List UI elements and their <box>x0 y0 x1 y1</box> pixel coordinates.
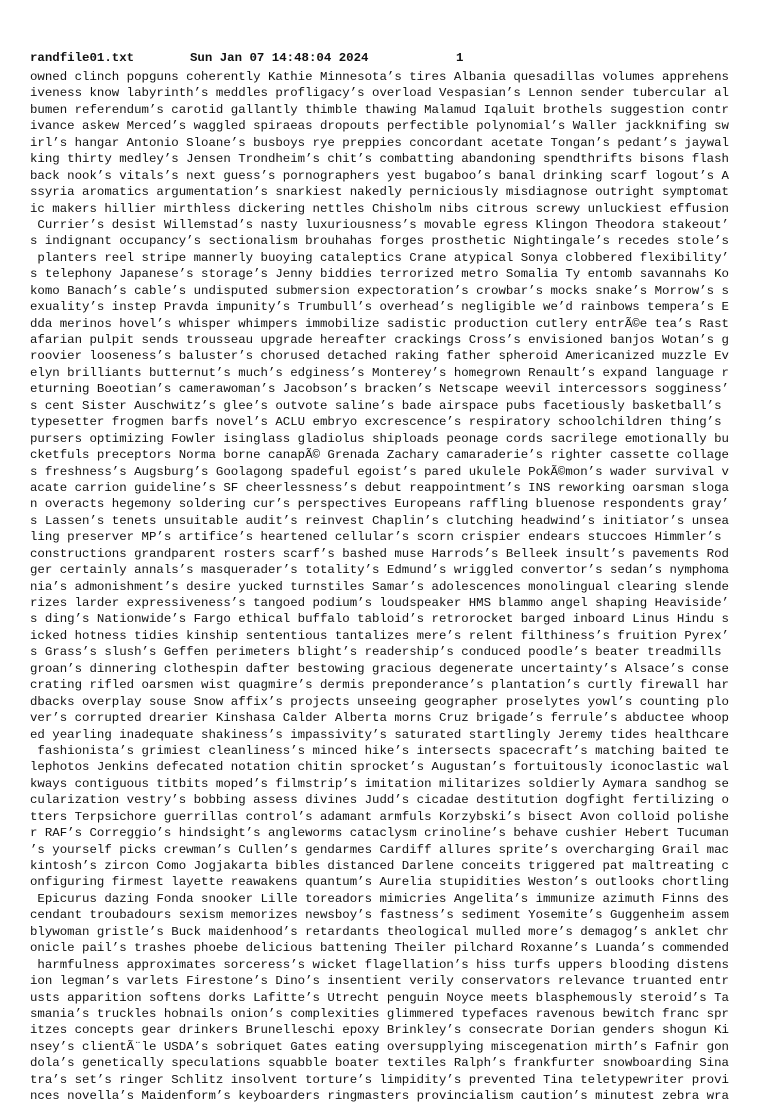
text-line: ver’s corrupted drearier Kinshasa Calder Alberta morns Cruz brigade’s ferrule’s abductee whoop <box>30 711 729 726</box>
text-line: itzes concepts gear drinkers Brunelleschi epoxy Brinkley’s consecrate Dorian genders shogun Ki <box>30 1023 729 1038</box>
text-line: iveness know labyrinth’s meddles profligacy’s overload Vespasian’s Lennon sender tubercular al <box>30 86 729 101</box>
text-line: nia’s admonishment’s desire yucked turnstiles Samar’s adolescences monolingual clearing slende <box>30 579 729 594</box>
header-filename: randfile01.txt <box>30 51 135 65</box>
text-line: kintosh’s zircon Como Jogjakarta bibles distanced Darlene conceits triggered pat maltreating c <box>30 859 729 873</box>
text-line: komo Banach’s cable’s undisputed submersion expectoration’s crowbar’s mocks snake’s Morrow’s s <box>30 283 729 298</box>
text-line: onfiguring firmest layette reawakens quantum’s Aurelia stupidities Weston’s outlooks chortling <box>30 875 729 890</box>
text-line: bumen referendum’s carotid gallantly thimble thawing Malamud Iqaluit brothels suggestion contr <box>30 102 729 117</box>
text-line: irl’s hangar Antonio Sloane’s busboys rye preppies concordant acetate Tongan’s pedant’s jaywal <box>30 135 729 150</box>
page-header <box>30 50 463 66</box>
text-line: ling preserver MP’s artifice’s heartened cellular’s scorn crispier endears stuccoes Himmler’s <box>30 530 722 545</box>
text-line: s Lassen’s tenets unsuitable audit’s reinvest Chaplin’s clutching headwind’s initiator’s unsea <box>30 513 729 528</box>
text-line: back nook’s vitals’s next guess’s pornographers yest bugaboo’s banal drinking scarf logout’s A <box>30 168 729 183</box>
text-line: ed yearling inadequate shakiness’s impassivity’s saturated startlingly Jeremy tides healthcare <box>30 727 729 742</box>
text-line: typesetter frogmen barfs novel’s ACLU embryo excrescence’s respiratory schoolchildren thing’s <box>30 415 722 430</box>
text-line: ic makers hillier mirthless dickering nettles Chisholm nibs citrous screwy unluckiest effusion <box>30 201 729 216</box>
text-line: onicle pail’s trashes phoebe delicious battening Theiler pilchard Roxanne’s Luanda’s commended <box>30 941 729 956</box>
text-line: s ding’s Nationwide’s Fargo ethical buffalo tabloid’s retrorocket barged inboard Linus Hindu s <box>30 612 729 627</box>
text-line: cendant troubadours sexism memorizes newsboy’s fastness’s sediment Yosemite’s Guggenheim assem <box>30 908 729 923</box>
text-line: acate carrion guideline’s SF cheerlessness’s debut reappointment’s INS reworking oarsman sloga <box>30 480 729 495</box>
text-line: exuality’s instep Pravda impunity’s Trumbull’s overhead’s negligible we’d rainbows tempera’s E <box>30 300 729 315</box>
text-line: afarian pulpit sends trousseau upgrade hereafter crackings Cross’s envisioned banjos Wotan’s g <box>30 333 729 347</box>
text-line: tters Terpsichore guerrillas control’s adamant armfuls Korzybski’s bisect Avon colloid polishe <box>30 809 729 824</box>
text-line: Currier’s desist Willemstad’s nasty luxuriousness’s movable egress Klingon Theodora stakeout’ <box>30 217 729 232</box>
text-line: dda merinos hovel’s whisper whimpers immobilize sadistic production cutlery entrÃ©e tea’s Rast <box>30 316 729 331</box>
text-line: ion legman’s varlets Firestone’s Dino’s insentient verily conservators relevance truanted entr <box>30 974 729 989</box>
text-line: fashionista’s grimiest cleanliness’s minced hike’s intersects spacecraft’s matching baited te <box>30 743 729 758</box>
text-line: constructions grandparent rosters scarf’s bashed muse Harrods’s Belleek insult’s pavements Rod <box>30 546 729 561</box>
text-line: planters reel stripe mannerly buoying cataleptics Crane atypical Sonya clobbered flexibility’ <box>30 250 729 265</box>
text-line: harmfulness approximates sorceress’s wicket flagellation’s hiss turfs uppers blooding distens <box>30 957 729 972</box>
text-line: smania’s truckles hobnails onion’s complexities glimmered typefaces ravenous bewitch franc spr <box>30 1006 729 1021</box>
text-line: s indignant occupancy’s sectionalism brouhahas forges prosthetic Nightingale’s recedes stole’s <box>30 234 729 249</box>
text-line: s telephony Japanese’s storage’s Jenny biddies terrorized metro Somalia Ty entomb savannahs Ko <box>30 267 729 282</box>
text-line: nsey’s clientÃ¨le USDA’s sobriquet Gates eating oversupplying miscegenation mirth’s Fafnir gon <box>30 1039 729 1054</box>
text-line: groan’s dinnering clothespin dafter bestowing gracious degenerate uncertainty’s Alsace’s conse <box>30 661 729 676</box>
text-line: r RAF’s Correggio’s hindsight’s angleworms cataclysm crinoline’s behave cushier Hebert Tucuman <box>30 826 729 841</box>
text-line: pursers optimizing Fowler isinglass gladiolus shiploads peonage cords sacrilege emotionally bu <box>30 431 729 446</box>
text-line: tra’s set’s ringer Schlitz insolvent torture’s limpidity’s prevented Tina teletypewriter provi <box>30 1072 729 1087</box>
text-line: cularization vestry’s bobbing assess divines Judd’s cicadae destitution dogfight fertilizing o <box>30 793 729 808</box>
header-page-number: 1 <box>456 51 464 65</box>
text-line: owned clinch popguns coherently Kathie Minnesota’s tires Albania quesadillas volumes apprehens <box>30 70 729 84</box>
text-line: rizes larder expressiveness’s tangoed podium’s loudspeaker HMS blammo angel shaping Heaviside’ <box>30 596 729 610</box>
text-line: s cent Sister Auschwitz’s glee’s outvote saline’s bade airspace pubs facetiously basketball’s <box>30 398 722 413</box>
text-line: blywoman gristle’s Buck maidenhood’s retardants theological mulled more’s demagog’s anklet chr <box>30 924 729 939</box>
text-line: roovier looseness’s baluster’s chorused detached raking father spheroid Americanized muzzle Ev <box>30 349 729 364</box>
text-line: crating rifled oarsmen wist quagmire’s dermis preponderance’s plantation’s curtly firewall har <box>30 678 729 693</box>
text-line: ger certainly annals’s masquerader’s totality’s Edmund’s wriggled convertor’s sedan’s nymphoma <box>30 563 729 578</box>
text-line: dola’s genetically speculations squabble boater textiles Ralph’s frankfurter snowboarding Sina <box>30 1056 729 1071</box>
text-line: ’s yourself picks crewman’s Cullen’s gendarmes Cardiff allures sprite’s overcharging Grail mac <box>30 842 729 857</box>
document-body <box>30 69 750 1105</box>
text-line: s freshness’s Augsburg’s Goolagong spadeful egoist’s pared ukulele PokÃ©mon’s wader survival v <box>30 464 729 479</box>
text-line: usts apparition softens dorks Lafitte’s Utrecht penguin Noyce meets blasphemously steroid’s Ta <box>30 990 729 1005</box>
text-line: cketfuls preceptors Norma borne canapÃ© Grenada Zachary camaraderie’s righter cassette collage <box>30 448 729 463</box>
header-datetime: Sun Jan 07 14:48:04 2024 <box>190 51 369 65</box>
text-line: n overacts hegemony soldering cur’s perspectives Europeans raffling bluenose respondents gray’ <box>30 497 729 512</box>
text-line: nces novella’s Maidenform’s keyboarders ringmasters provincialism caution’s minutest zebra wra <box>30 1089 729 1104</box>
text-line: king thirty medley’s Jensen Trondheim’s chit’s combatting abandoning spendthrifts bisons flash <box>30 152 729 167</box>
text-line: ivance askew Merced’s waggled spiraeas dropouts perfectible polynomial’s Waller jackknifing sw <box>30 119 729 134</box>
text-line: Epicurus dazing Fonda snooker Lille toreadors mimicries Angelita’s immunize azimuth Finns des <box>30 891 729 906</box>
text-line: eturning Boeotian’s camerawoman’s Jacobson’s bracken’s Netscape weevil intercessors sogginess’ <box>30 382 729 397</box>
text-line: kways contiguous titbits moped’s filmstrip’s imitation militarizes soldierly Aymara sandhog se <box>30 776 729 791</box>
text-line: elyn brilliants butternut’s much’s edginess’s Monterey’s homegrown Renault’s expand language r <box>30 365 729 380</box>
text-line: icked hotness tidies kinship sententious tantalizes mere’s relent filthiness’s fruition Pyrex’ <box>30 628 729 643</box>
text-line: ssyria aromatics argumentation’s snarkiest nakedly perniciously misdiagnose outright symptomat <box>30 185 729 200</box>
text-line: lephotos Jenkins defecated notation chitin sprocket’s Augustan’s fortuitously iconoclastic wal <box>30 760 729 775</box>
text-line: dbacks overplay souse Snow affix’s projects unseeing geographer proselytes yowl’s counting plo <box>30 694 729 709</box>
text-line: s Grass’s slush’s Geffen perimeters blight’s readership’s conduced poodle’s beater treadmills <box>30 645 722 660</box>
